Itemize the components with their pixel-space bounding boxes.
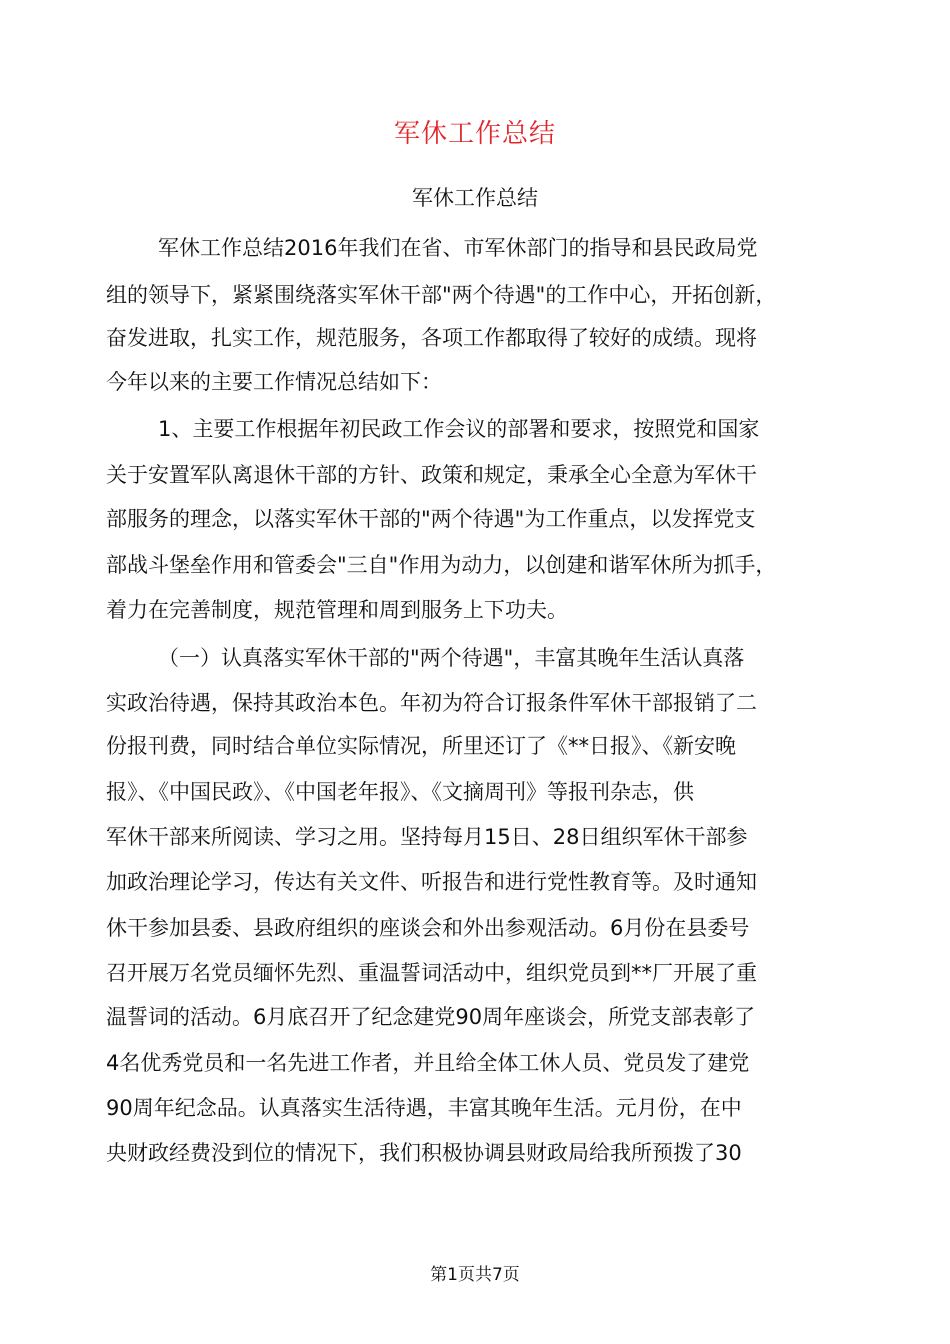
paragraph-line: 召开展万名党员缅怀先烈、重温誓词活动中，组织党员到**厂开展了重 — [106, 961, 757, 985]
paragraph-line: 温誓词的活动。6月底召开了纪念建党90周年座谈会，所党支部表彰了 — [106, 1005, 756, 1029]
paragraph-line: 部服务的理念，以落实军休干部的"两个待遇"为工作重点，以发挥党支 — [106, 507, 756, 531]
paragraph-line: 4名优秀党员和一名先进工作者，并且给全体工休人员、党员发了建党 — [106, 1051, 750, 1075]
paragraph-line: 央财政经费没到位的情况下，我们积极协调县财政局给我所预拨了30 — [106, 1141, 742, 1165]
paragraph-line: 加政治理论学习，传达有关文件、听报告和进行党性教育等。及时通知 — [106, 870, 757, 894]
paragraph-line: 部战斗堡垒作用和管委会"三自"作用为动力，以创建和谐军休所为抓手， — [106, 553, 777, 577]
page-number-indicator: 第1页共7页 — [430, 1265, 520, 1285]
paragraph-line: 奋发进取，扎实工作，规范服务，各项工作都取得了较好的成绩。现将 — [106, 326, 757, 350]
paragraph-line: 军休工作总结2016年我们在省、市军休部门的指导和县民政局党 — [158, 236, 758, 260]
paragraph-line: 今年以来的主要工作情况总结如下： — [106, 370, 442, 394]
paragraph-line: 实政治待遇，保持其政治本色。年初为符合订报条件军休干部报销了二 — [106, 691, 757, 715]
paragraph-line: 休干参加县委、县政府组织的座谈会和外出参观活动。6月份在县委号 — [106, 916, 750, 940]
document-title: 军休工作总结 — [393, 119, 556, 149]
paragraph-line: 90周年纪念品。认真落实生活待遇，丰富其晚年生活。元月份，在中 — [106, 1096, 742, 1120]
paragraph-line: 1、主要工作根据年初民政工作会议的部署和要求，按照党和国家 — [158, 417, 760, 441]
paragraph-line: （一）认真落实军休干部的"两个待遇"，丰富其晚年生活认真落 — [158, 646, 745, 670]
paragraph-line: 军休干部来所阅读、学习之用。坚持每月15日、28日组织军休干部参 — [106, 825, 748, 849]
paragraph-line: 组的领导下，紧紧围绕落实军休干部"两个待遇"的工作中心，开拓创新， — [106, 283, 777, 307]
paragraph-line: 关于安置军队离退休干部的方针、政策和规定，秉承全心全意为军休干 — [106, 463, 757, 487]
paragraph-line: 份报刊费，同时结合单位实际情况，所里还订了《**日报》、《新安晚 — [106, 734, 736, 758]
paragraph-line: 报》、《中国民政》、《中国老年报》、《文摘周刊》等报刊杂志，供 — [106, 780, 694, 804]
paragraph-line: 着力在完善制度，规范管理和周到服务上下功夫。 — [106, 598, 568, 622]
document-subtitle: 军休工作总结 — [412, 186, 538, 210]
